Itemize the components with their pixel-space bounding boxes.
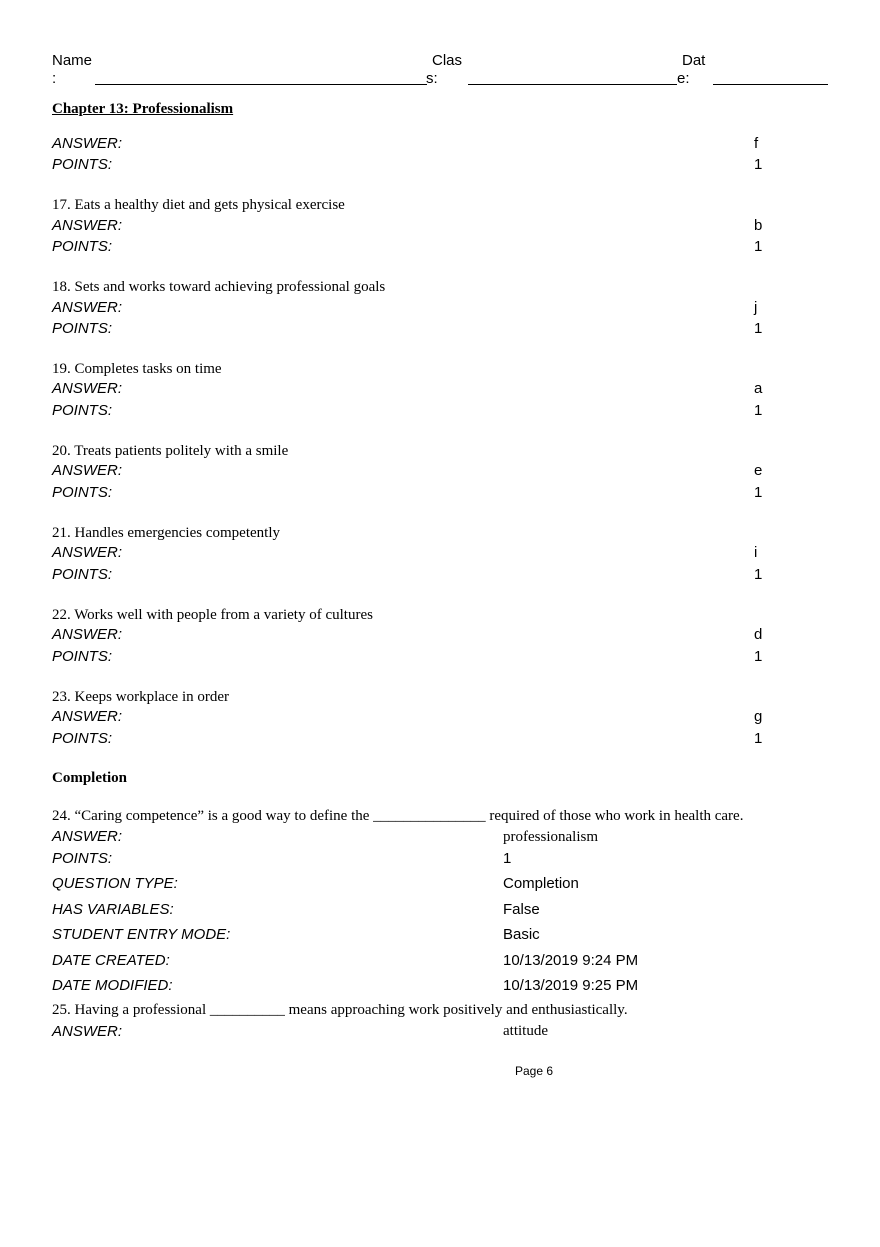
question-text: 22. Works well with people from a variety of cultures [52,607,373,623]
answer-label: ANSWER: [52,299,123,316]
points-value: 1 [754,484,763,501]
answer-value: e [754,462,763,479]
points-value: 1 [754,402,763,419]
question-type-label: QUESTION TYPE: [52,875,178,892]
question-text: 18. Sets and works toward achieving professional goals [52,279,386,295]
points-label: POINTS: [52,156,113,173]
has-variables-value: False [503,901,540,918]
points-value: 1 [503,850,512,867]
points-value: 1 [754,566,763,583]
section-heading-completion: Completion [52,770,127,786]
class-field-line [468,84,677,85]
has-variables-label: HAS VARIABLES: [52,901,174,918]
question-text: 19. Completes tasks on time [52,361,222,377]
points-label: POINTS: [52,648,113,665]
date-modified-label: DATE MODIFIED: [52,977,173,994]
answer-value: attitude [503,1023,548,1039]
points-value: 1 [754,730,763,747]
answer-value: a [754,380,763,397]
answer-label: ANSWER: [52,135,123,152]
points-value: 1 [754,648,763,665]
answer-value: d [754,626,763,643]
student-entry-mode-value: Basic [503,926,540,943]
answer-label: ANSWER: [52,462,123,479]
answer-label: ANSWER: [52,708,123,725]
answer-value: b [754,217,763,234]
points-label: POINTS: [52,402,113,419]
question-text: 23. Keeps workplace in order [52,689,230,705]
question-text: 21. Handles emergencies competently [52,525,280,541]
answer-label: ANSWER: [52,1023,123,1040]
date-modified-value: 10/13/2019 9:25 PM [503,977,639,994]
date-created-label: DATE CREATED: [52,952,170,969]
answer-value: j [754,299,758,316]
answer-value: g [754,708,763,725]
class-label-top: Clas [432,52,463,69]
date-created-value: 10/13/2019 9:24 PM [503,952,639,969]
points-label: POINTS: [52,566,113,583]
answer-value: professionalism [503,829,598,845]
points-label: POINTS: [52,238,113,255]
class-label-bottom: s: [426,70,438,87]
answer-value: f [754,135,759,152]
page-number: Page 6 [515,1064,554,1078]
name-label-top: Name [52,52,93,69]
points-label: POINTS: [52,730,113,747]
points-label: POINTS: [52,484,113,501]
points-value: 1 [754,320,763,337]
question-text: 20. Treats patients politely with a smile [52,443,289,459]
date-label-top: Dat [682,52,706,69]
answer-label: ANSWER: [52,828,123,845]
chapter-title: Chapter 13: Professionalism [52,101,234,117]
answer-label: ANSWER: [52,544,123,561]
name-label-bottom: : [52,70,57,87]
question-text: 24. “Caring competence” is a good way to define the _______________ required of those who work in health care. [52,808,744,824]
answer-label: ANSWER: [52,380,123,397]
answer-label: ANSWER: [52,626,123,643]
question-text: 25. Having a professional __________ means approaching work positively and enthusiastically. [52,1002,628,1018]
question-type-value: Completion [503,875,579,892]
points-label: POINTS: [52,320,113,337]
date-field-line [713,84,828,85]
question-text: 17. Eats a healthy diet and gets physical exercise [52,197,345,213]
name-field-line [95,84,427,85]
date-label-bottom: e: [677,70,690,87]
points-value: 1 [754,156,763,173]
answer-value: i [754,544,758,561]
points-value: 1 [754,238,763,255]
student-entry-mode-label: STUDENT ENTRY MODE: [52,926,231,943]
points-label: POINTS: [52,850,113,867]
answer-label: ANSWER: [52,217,123,234]
